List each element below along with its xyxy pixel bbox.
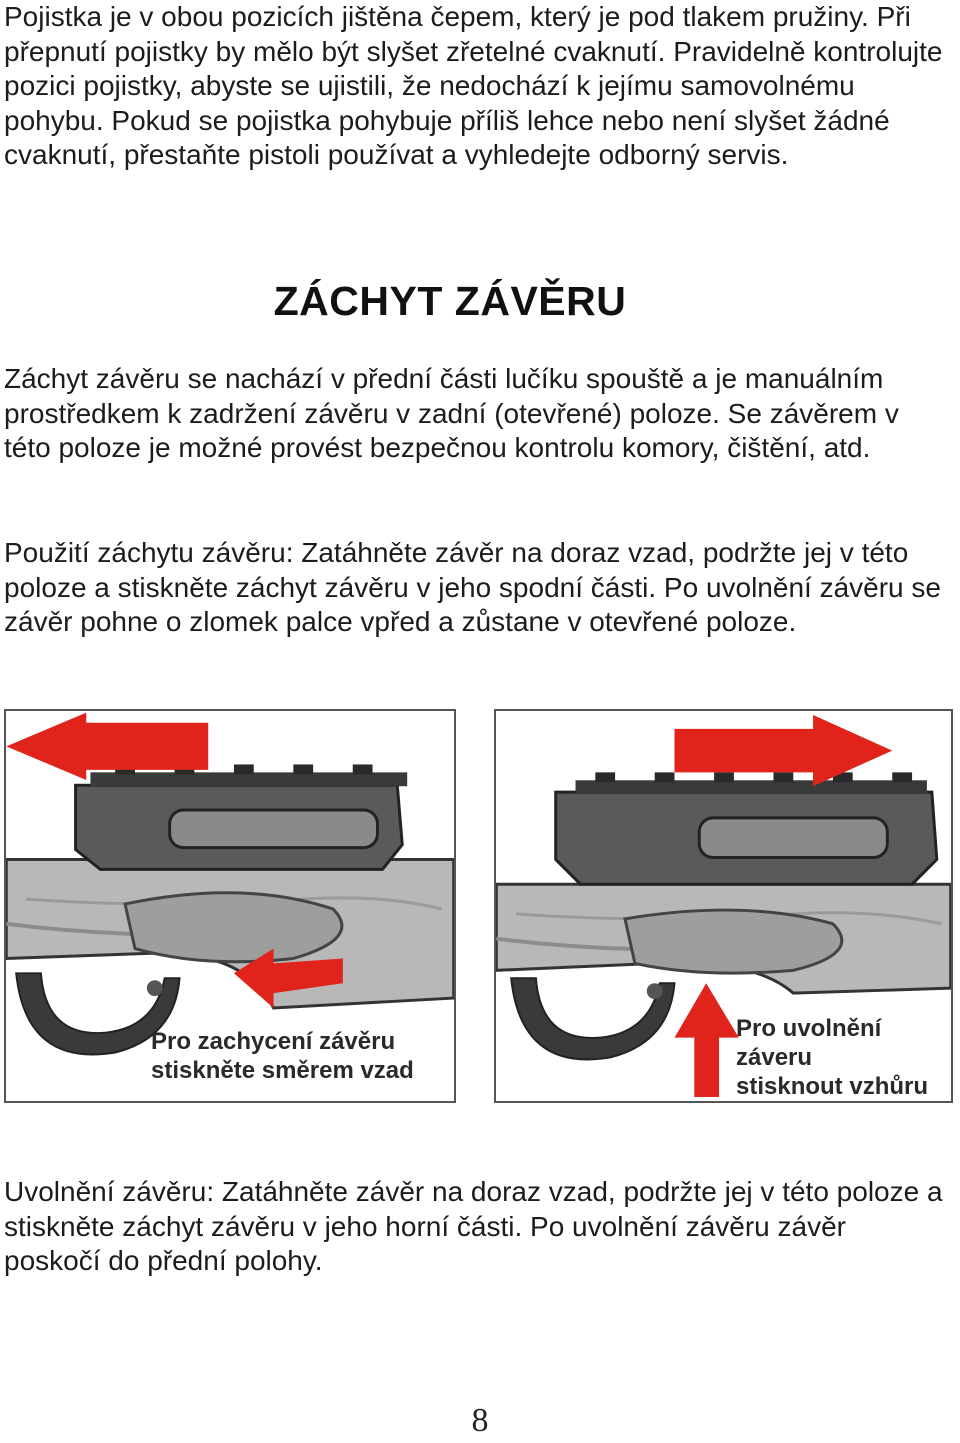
caption-line: stiskněte směrem vzad [151,1057,414,1084]
release-paragraph: Uvolnění závěru: Zatáhněte závěr na doraz vzad, podržte jej v této poloze a stiskněte záchyt závěru v jeho horní části. Po uvolnění závěru závěr poskočí do přední polohy. [4,1176,943,1276]
intro-paragraph: Pojistka je v obou pozicích jištěna čepem, který je pod tlakem pružiny. Při přepnutí pojistky by mělo být slyšet zřetelné cvaknutí. Pravidelně kontrolujte pozici pojistky, abyste se ujistili, že nedochází k jejímu samovolnému pohybu. Pokud se pojistka pohybuje příliš lehce nebo není slyšet žádné cvaknutí, přestaňte pistoli používat a vyhledejte odborný servis. [4,1,943,170]
caption-line: Pro uvolnění [736,1015,882,1042]
caption-line: záveru [736,1044,813,1071]
page-number: 8 [471,1402,489,1439]
caption-line: stisknout vzhůru [736,1073,929,1100]
description-paragraph: Záchyt závěru se nachází v přední části lučíku spouště a je manuálním prostředkem k zadržení závěru v zadní (otevřené) poloze. Se závěrem v této poloze je možné provést bezpečnou kontrolu komory, čištění, atd. [4,363,899,463]
figure-caption-right [736,1014,928,1101]
caption-line: Pro zachycení závěru [151,1028,396,1055]
figure-caption-left [151,1027,414,1085]
figure-release-bolt [494,709,953,1103]
usage-paragraph: Použití záchytu závěru: Zatáhněte závěr na doraz vzad, podržte jej v této poloze a stiskněte záchyt závěru v jeho spodní části. Po uvolnění závěru se závěr pohne o zlomek palce vpřed a zůstane v otevřené poloze. [4,537,941,637]
section-heading: ZÁCHYT ZÁVĚRU [273,278,627,324]
figure-engage-bolt-lock [4,709,456,1103]
